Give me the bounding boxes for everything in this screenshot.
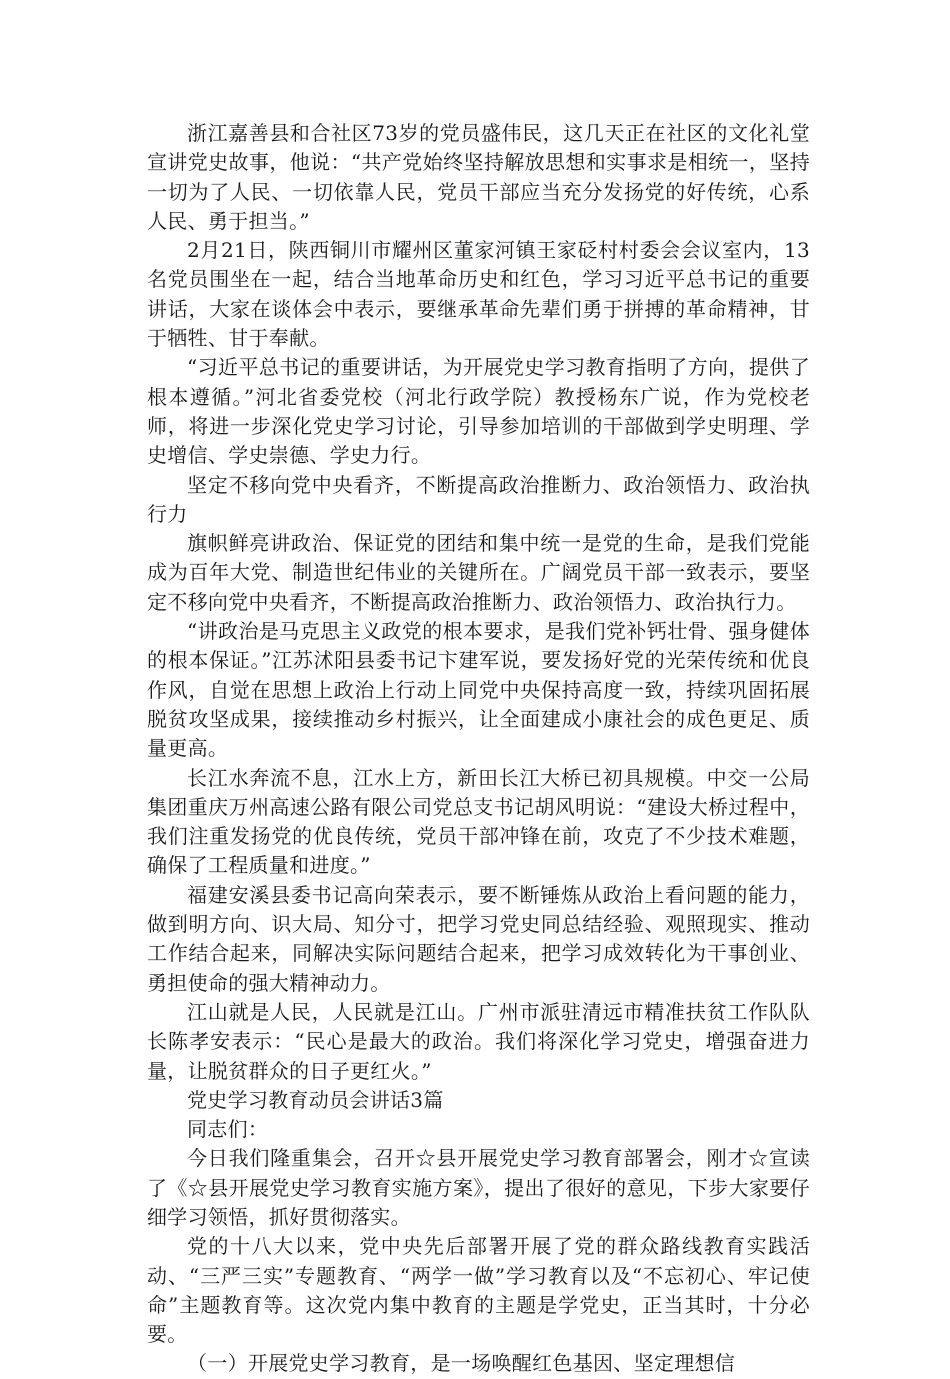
paragraph-6: 长江水奔流不息，江水上方，新田长江大桥已初具规模。中交一公局集团重庆万州高速公路有限公司党总支书记胡风明说：“建设大桥过程中，我们注重发扬党的优良传统，党员干部冲锋在前，攻克了不少技术难题，确保了工程质量和进度。” xyxy=(147,765,810,878)
paragraph-3: “习近平总书记的重要讲话，为开展党史学习教育指明了方向，提供了根本遵循。”河北省委党校（河北行政学院）教授杨东广说，作为党校老师，将进一步深化党史学习讨论，引导参加培训的干部做到学史明理、学史增信、学史崇德、学史力行。 xyxy=(147,355,810,468)
paragraph-4: 旗帜鲜亮讲政治、保证党的团结和集中统一是党的生命，是我们党能成为百年大党、制造世纪伟业的关键所在。广阔党员干部一致表示，要坚定不移向党中央看齐，不断提高政治推断力、政治领悟力、政治执行力。 xyxy=(147,531,810,614)
paragraph-1: 浙江嘉善县和合社区73岁的党员盛伟民，这几天正在社区的文化礼堂宣讲党史故事，他说：“共产党始终坚持解放思想和实事求是相统一，坚持一切为了人民、一切依靠人民，党员干部应当充分发扬党的好传统，心系人民、勇于担当。” xyxy=(147,121,810,233)
paragraph-11: （一）开展党史学习教育，是一场唤醒红色基因、坚定理想信 xyxy=(187,1351,736,1376)
section-heading: 坚定不移向党中央看齐，不断提高政治推断力、政治领悟力、政治执行力 xyxy=(147,472,810,526)
paragraph-2: 2月21日，陕西铜川市耀州区董家河镇王家砭村村委会会议室内，13名党员围坐在一起，结合当地革命历史和红色，学习习近平总书记的重要讲话，大家在谈体会中表示，要继承革命先辈们勇于拼搏的革命精神，甘于牺牲、甘于奉献。 xyxy=(147,238,810,351)
paragraph-10: 党的十八大以来，党中央先后部署开展了党的群众路线教育实践活动、“三严三实”专题教育、“两学一做”学习教育以及“不忘初心、牢记使命”主题教育等。这次党内集中教育的主题是学党史，正当其时，十分必要。 xyxy=(147,1234,810,1347)
paragraph-7: 福建安溪县委书记高向荣表示，要不断锤炼从政治上看问题的能力，做到明方向、识大局、知分寸，把学习党史同总结经验、观照现实、推动工作结合起来，同解决实际问题结合起来，把学习成效转化为干事创业、勇担使命的强大精神动力。 xyxy=(147,882,810,995)
document-title: 党史学习教育动员会讲话3篇 xyxy=(187,1087,444,1112)
paragraph-8: 江山就是人民，人民就是江山。广州市派驻清远市精准扶贫工作队队长陈孝安表示：“民心是最大的政治。我们将深化学习党史，增强奋进力量，让脱贫群众的日子更红火。” xyxy=(147,999,810,1083)
document-body xyxy=(147,119,810,1379)
salutation: 同志们： xyxy=(187,1117,269,1142)
paragraph-9: 今日我们隆重集会，召开☆县开展党史学习教育部署会，刚才☆宣读了《☆县开展党史学习教育实施方案》，提出了很好的意见，下步大家要仔细学习领悟，抓好贯彻落实。 xyxy=(147,1146,810,1229)
paragraph-5: “讲政治是马克思主义政党的根本要求，是我们党补钙壮骨、强身健体的根本保证。”江苏沭阳县委书记卞建军说，要发扬好党的光荣传统和优良作风，自觉在思想上政治上行动上同党中央保持高度一致，持续巩固拓展脱贫攻坚成果，接续推动乡村振兴，让全面建成小康社会的成色更足、质量更高。 xyxy=(147,619,810,761)
